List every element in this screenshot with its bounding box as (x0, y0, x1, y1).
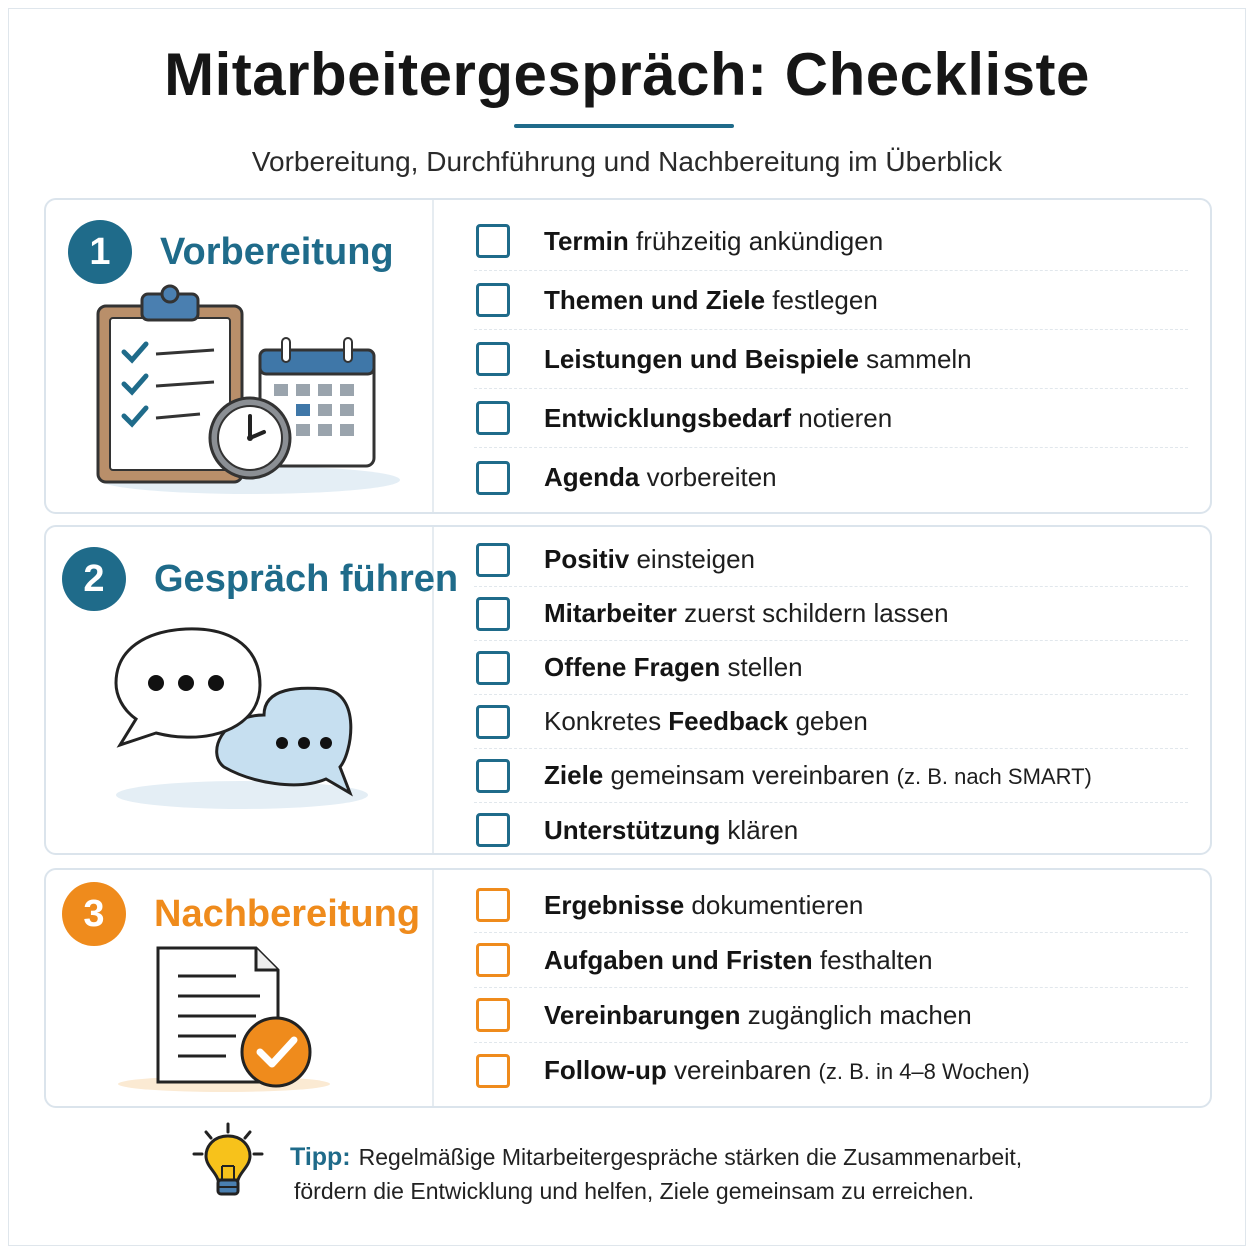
checklist-item[interactable] (474, 533, 1188, 587)
item-keyword: Feedback (668, 706, 789, 736)
section-number-badge: 3 (62, 882, 126, 946)
item-text: einsteigen (629, 544, 756, 574)
checklist-item[interactable] (474, 587, 1188, 641)
item-keyword: Entwicklungsbedarf (544, 402, 792, 433)
item-keyword: Ziele (544, 760, 604, 790)
checkbox[interactable] (476, 651, 510, 685)
checkbox[interactable] (476, 543, 510, 577)
checklist-nachbereitung (474, 878, 1188, 1098)
item-text: vorbereiten (639, 462, 777, 492)
item-keyword: Positiv (544, 544, 630, 574)
item-note: (z. B. nach SMART) (896, 764, 1092, 789)
item-text: dokumentieren (684, 889, 864, 920)
checkbox[interactable] (476, 813, 510, 847)
checkbox[interactable] (476, 705, 510, 739)
section-title: Nachbereitung (154, 892, 421, 935)
checkbox[interactable] (476, 283, 510, 317)
checklist-item[interactable] (474, 330, 1188, 389)
checklist-vorbereitung (474, 212, 1188, 507)
speech-bubbles-icon (112, 623, 372, 813)
item-keyword: Termin (544, 225, 629, 256)
tip-line-2: fördern die Entwicklung und helfen, Ziele gemeinsam zu erreichen. (294, 1178, 975, 1204)
checkbox[interactable] (476, 461, 510, 495)
item-text: notieren (791, 402, 893, 433)
tip-text (290, 1140, 1022, 1208)
checkbox[interactable] (476, 998, 510, 1032)
checklist-item[interactable] (474, 749, 1188, 803)
item-keyword: Vereinbarungen (544, 999, 741, 1030)
page-title: Mitarbeitergespräch: Checkliste (164, 41, 1090, 108)
checklist-gespraech-fuehren (474, 533, 1188, 857)
item-text-prefix: Konkretes (544, 706, 669, 736)
checkbox[interactable] (476, 888, 510, 922)
item-text: klären (720, 814, 799, 845)
section-header (68, 220, 394, 284)
item-keyword: Unterstützung (544, 814, 721, 845)
section-header (62, 882, 420, 946)
checklist-item[interactable] (474, 271, 1188, 330)
checklist-item[interactable] (474, 803, 1188, 857)
checklist-item[interactable] (474, 878, 1188, 933)
tip-label: Tipp: (290, 1143, 351, 1171)
checklist-item[interactable] (474, 212, 1188, 271)
section-title: Gespräch führen (154, 557, 459, 600)
checklist-item[interactable] (474, 448, 1188, 507)
page-subtitle: Vorbereitung, Durchführung und Nachbereitung im Überblick (251, 146, 1003, 177)
checkbox[interactable] (476, 1054, 510, 1088)
item-text: zuerst schildern lassen (676, 598, 949, 628)
checkbox[interactable] (476, 943, 510, 977)
checklist-item[interactable] (474, 988, 1188, 1043)
section-divider (432, 200, 434, 512)
item-text: sammeln (858, 343, 972, 374)
item-text: frühzeitig ankündigen (628, 225, 884, 256)
item-text: zugänglich machen (740, 999, 972, 1030)
checkbox[interactable] (476, 597, 510, 631)
checklist-item[interactable] (474, 641, 1188, 695)
title-underline (514, 124, 734, 128)
item-keyword: Offene Fragen (544, 652, 721, 682)
item-text: geben (788, 706, 868, 736)
item-keyword: Themen und Ziele (544, 284, 766, 315)
checkbox[interactable] (476, 759, 510, 793)
section-nachbereitung (44, 868, 1212, 1108)
section-title: Vorbereitung (160, 230, 394, 273)
section-number-badge: 1 (68, 220, 132, 284)
lightbulb-icon (190, 1122, 270, 1202)
checklist-item[interactable] (474, 695, 1188, 749)
item-text: festlegen (765, 284, 878, 315)
document-check-icon (116, 944, 336, 1094)
checklist-item[interactable] (474, 933, 1188, 988)
section-number-badge: 2 (62, 547, 126, 611)
item-keyword: Ergebnisse (544, 889, 685, 920)
section-gespraech-fuehren (44, 525, 1212, 855)
checkbox[interactable] (476, 401, 510, 435)
checkbox[interactable] (476, 342, 510, 376)
item-keyword: Aufgaben und Fristen (544, 944, 813, 975)
item-keyword: Mitarbeiter (544, 598, 677, 628)
checkbox[interactable] (476, 224, 510, 258)
section-divider (432, 870, 434, 1106)
section-header (62, 547, 458, 611)
item-keyword: Leistungen und Beispiele (544, 343, 859, 374)
item-text: festhalten (812, 944, 933, 975)
section-vorbereitung (44, 198, 1212, 514)
tip-line-1: Regelmäßige Mitarbeitergespräche stärken die Zusammenarbeit, (358, 1144, 1023, 1170)
item-text: vereinbaren (666, 1055, 819, 1085)
item-keyword: Agenda (544, 462, 640, 492)
item-text: gemeinsam vereinbaren (603, 760, 897, 790)
item-note: (z. B. in 4–8 Wochen) (818, 1059, 1030, 1084)
item-keyword: Follow-up (544, 1055, 667, 1085)
clipboard-calendar-clock-icon (90, 284, 400, 500)
item-text: stellen (720, 652, 803, 682)
tip-box (190, 1122, 1090, 1202)
checklist-item[interactable] (474, 1043, 1188, 1098)
checklist-item[interactable] (474, 389, 1188, 448)
